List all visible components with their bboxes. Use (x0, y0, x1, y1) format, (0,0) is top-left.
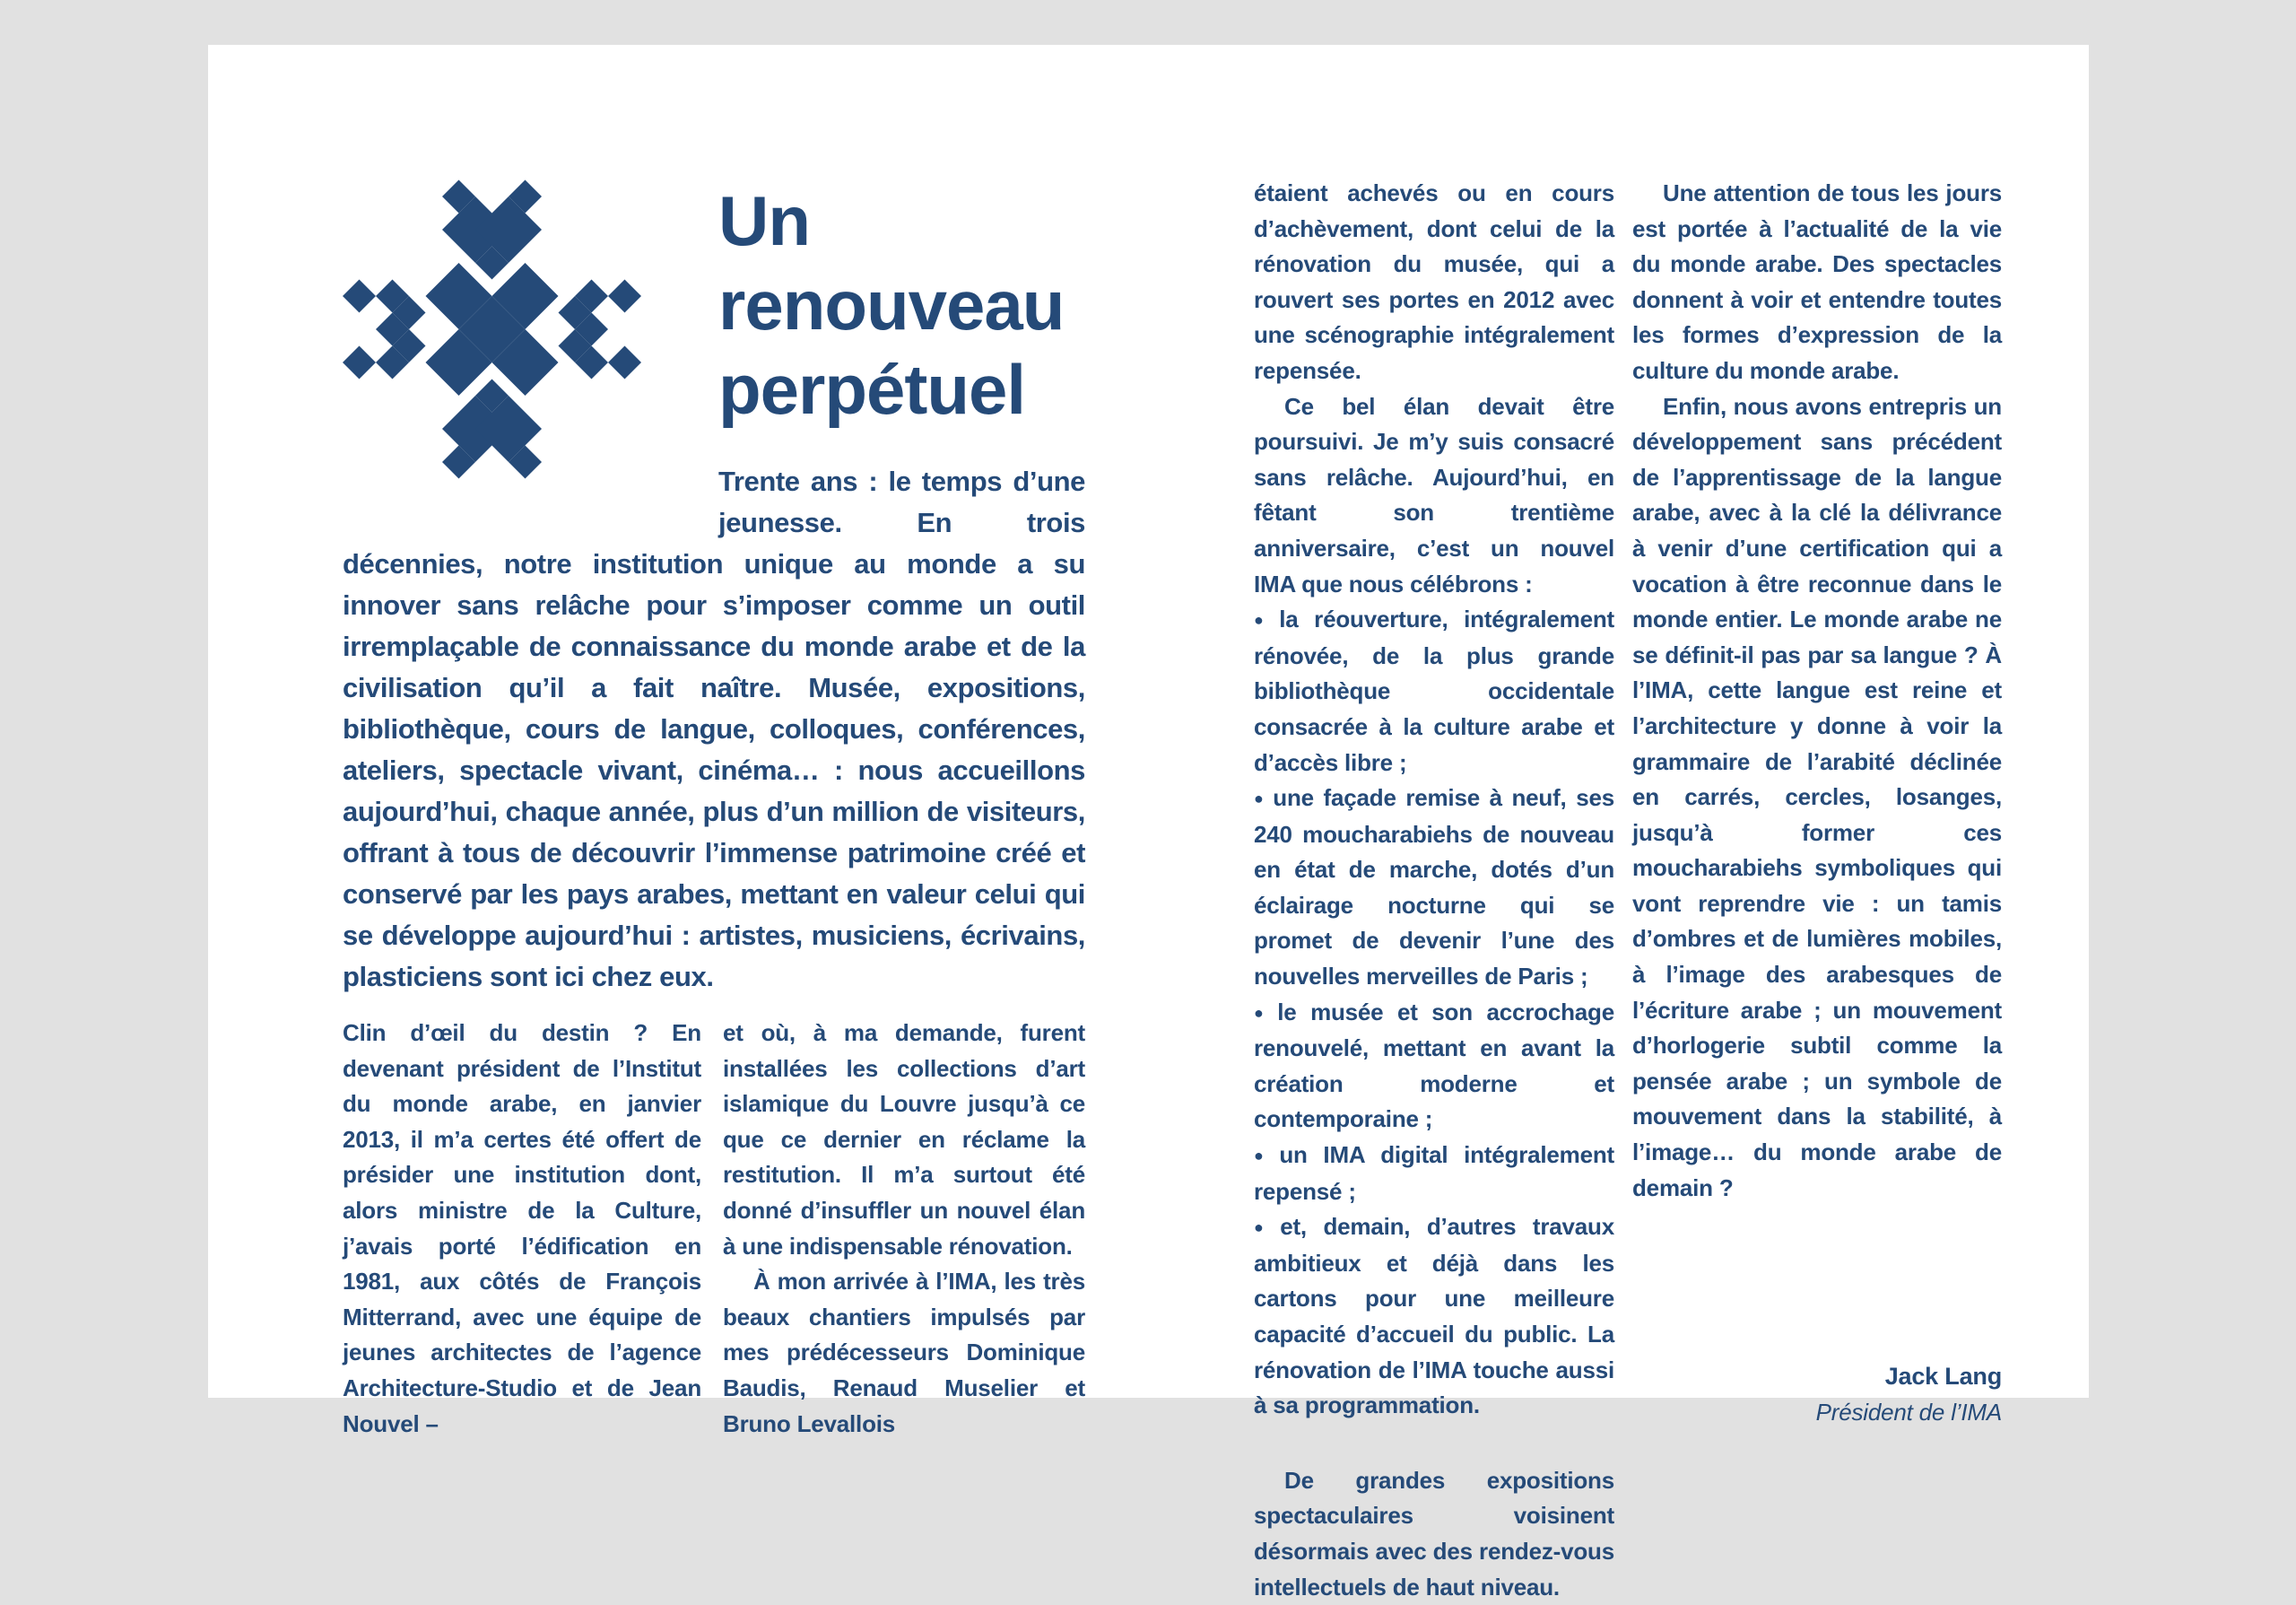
column-2 (723, 1016, 1085, 1442)
bullet-icon: ● (1254, 789, 1267, 808)
ima-arabesque-logo-icon (343, 163, 641, 495)
column-4-text (1632, 176, 2002, 1206)
paragraph: De grandes expositions spectaculaires voisinent désormais avec des rendez-vous intellectuels de haut niveau. (1254, 1466, 1614, 1601)
paragraph: Clin d’œil du destin ? En devenant président de l’Institut du monde arabe, en janvier 2013, il m’a certes été offert de présider une institution dont, alors ministre de la Culture, j’avais porté l’édification en 1981, aux côtés de François Mitterrand, avec une équipe de jeunes architectes de l’agence Architecture-Studio et de Jean Nouvel – (343, 1019, 701, 1437)
lead-paragraph: Trente ans : le temps d’une jeunesse. En trois décennies, notre institution unique au monde a su innover sans relâche pour s’imposer comme un outil irremplaçable de connaissance du monde arabe et de la civilisation qu’il a fait naître. Musée, expositions, bibliothèque, cours de langue, colloques, conférences, ateliers, spectacle vivant, cinéma… : nous accueillons aujourd’hui, chaque année, plus d’un million de visiteurs, offrant à tous de découvrir l’immense patrimoine créé et conservé par les pays arabes, mettant en valeur celui qui se développe aujourd’hui : artistes, musiciens, écrivains, plasticiens sont ici chez eux. (343, 466, 1085, 992)
signature-name: Jack Lang (1884, 1363, 2002, 1391)
paragraph: et où, à ma demande, furent installées les collections d’art islamique du Louvre jusqu’à ce que ce dernier en réclame la restitution. Il m’a surtout été donné d’insuffler un nouvel élan à une indispensable rénovation. (723, 1019, 1085, 1260)
paragraph: Une attention de tous les jours est portée à l’actualité de la vie du monde arabe. Des spectacles donnent à voir et entendre toutes les formes d’expression de la culture du monde arabe. (1632, 179, 2002, 384)
column-1 (343, 1016, 701, 1442)
column-3 (1254, 176, 1614, 1605)
two-column-block (343, 1016, 1085, 1442)
bullet-paragraph: ● le musée et son accrochage renouvelé, mettant en avant la création moderne et contemporaine ; (1254, 998, 1614, 1133)
bullet-paragraph: ● un IMA digital intégralement repensé ; (1254, 1141, 1614, 1205)
paragraph: À mon arrivée à l’IMA, les très beaux chantiers impulsés par mes prédécesseurs Dominique Baudis, Renaud Muselier et Bruno Levallois (723, 1268, 1085, 1437)
bullet-icon: ● (1254, 1218, 1274, 1237)
paragraph: étaient achevés ou en cours d’achèvement, dont celui de la rénovation du musée, qui a rouvert ses portes en 2012 avec une scénographie intégralement repensée. (1254, 179, 1614, 384)
magazine-page (208, 45, 2089, 1601)
bullet-paragraph: ● et, demain, d’autres travaux ambitieux et déjà dans les cartons pour une meilleure capacité d’accueil du public. La rénovation de l’IMA touche aussi à sa programmation. (1254, 1213, 1614, 1419)
bullet-icon: ● (1254, 1003, 1272, 1022)
bullet-icon: ● (1254, 611, 1274, 630)
bullet-paragraph: ● la réouverture, intégralement rénovée, de la plus grande bibliothèque occidentale consacrée à la culture arabe et d’accès libre ; (1254, 606, 1614, 776)
intro-section (343, 163, 1085, 1442)
page-title: Un renouveau perpétuel (718, 181, 1065, 429)
signature-role: Président de l’IMA (1815, 1399, 2002, 1426)
signature-block (1632, 1358, 2002, 1430)
bullet-paragraph: ● une façade remise à neuf, ses 240 moucharabiehs de nouveau en état de marche, dotés d’un éclairage nocturne qui se promet de devenir l’une des nouvelles merveilles de Paris ; (1254, 784, 1614, 990)
paragraph: Enfin, nous avons entrepris un développement sans précédent de l’apprentissage de la langue arabe, avec à la clé la délivrance à venir d’une certification qui a vocation à être reconnue dans le monde entier. Le monde arabe ne se définit-il pas par sa langue ? À l’IMA, cette langue est reine et l’architecture y donne à voir la grammaire de l’arabité déclinée en carrés, cercles, losanges, jusqu’à former ces moucharabiehs symboliques qui vont reprendre vie : un tamis d’ombres et de lumières mobiles, à l’image des arabesques de l’écriture arabe ; un mouvement d’horlogerie subtil comme la pensée arabe ; un symbole de mouvement dans la stabilité, à l’image… du monde arabe de demain ? (1632, 392, 2002, 1201)
column-4 (1632, 176, 2002, 1430)
paragraph: Ce bel élan devait être poursuivi. Je m’y suis consacré sans relâche. Aujourd’hui, en fêtant son trentième anniversaire, c’est un nouvel IMA que nous célébrons : (1254, 392, 1614, 598)
bullet-icon: ● (1254, 1147, 1274, 1165)
